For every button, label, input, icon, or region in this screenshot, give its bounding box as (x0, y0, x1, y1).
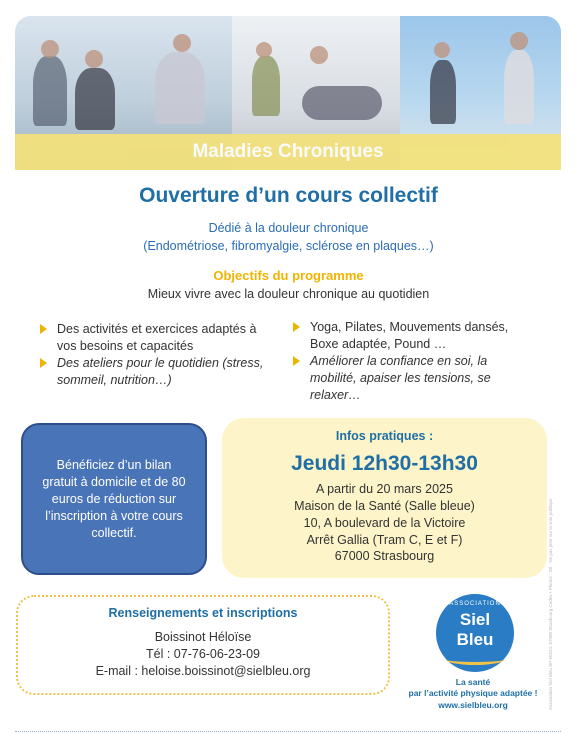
contact-phone[interactable]: Tél : 07-76-06-23-09 (146, 647, 260, 661)
list-item: Des activités et exercices adaptés à vos besoins et capacités (40, 321, 265, 355)
info-line: 67000 Strasbourg (334, 549, 435, 563)
header-photo-strip (15, 16, 561, 170)
website-link[interactable]: www.sielbleu.org (438, 700, 508, 710)
list-item: Des ateliers pour le quotidien (stress, sommeil, nutrition…) (40, 355, 275, 389)
contact-heading: Renseignements et inscriptions (108, 606, 298, 620)
objectives-text: Mieux vivre avec la douleur chronique au quotidien (147, 287, 430, 301)
schedule-text: Jeudi 12h30-13h30 (291, 452, 478, 475)
tagline-1: La santé (455, 677, 491, 687)
objectives-heading: Objectifs du programme (213, 268, 364, 283)
siel-bleu-logo (436, 594, 514, 672)
offer-text: Bénéficiez d’un bilan gratuit à domicile et de 80 euros de réduction sur l’inscription à votre cours collectif. (42, 457, 186, 540)
info-line: A partir du 20 mars 2025 (316, 482, 453, 496)
banner (15, 134, 561, 170)
side-legal-text: Association Siel Bleu BP 50224, 67000 Strasbourg Cedex • Photos : SB · Ne pas jeter sur la voie publique (548, 498, 553, 710)
contact-name: Boissinot Héloïse (154, 630, 252, 644)
info-line: 10, A boulevard de la Victoire (303, 516, 466, 530)
info-line: Maison de la Santé (Salle bleue) (294, 499, 475, 513)
info-heading: Infos pratiques : (335, 429, 434, 443)
dedicated-text: Dédié à la douleur chronique (208, 221, 369, 235)
bullet-triangle-icon (293, 322, 300, 332)
logo-swoosh-icon (446, 654, 504, 665)
bullet-triangle-icon (40, 324, 47, 334)
list-item: Yoga, Pilates, Mouvements dansés, Boxe adaptée, Pound … (293, 319, 525, 353)
list-item: Améliorer la confiance en soi, la mobilité, apaiser les tensions, se relaxer… (293, 353, 515, 404)
banner-title: Maladies Chroniques (192, 141, 384, 162)
offer-box (21, 423, 207, 575)
bottom-divider (15, 731, 561, 732)
tagline-2: par l’activité physique adaptée ! (408, 688, 538, 698)
logo-word1: Siel (459, 610, 491, 629)
info-line: Arrêt Gallia (Tram C, E et F) (306, 533, 463, 547)
logo-word2: Bleu (456, 630, 494, 649)
conditions-text: (Endométriose, fibromyalgie, sclérose en plaques…) (143, 239, 434, 253)
contact-email[interactable]: E-mail : heloise.boissinot@sielbleu.org (95, 664, 311, 678)
bullet-triangle-icon (293, 356, 300, 366)
page-title: Ouverture d’un cours collectif (139, 184, 438, 207)
bullet-triangle-icon (40, 358, 47, 368)
logo-association: ASSOCIATION (449, 601, 501, 607)
